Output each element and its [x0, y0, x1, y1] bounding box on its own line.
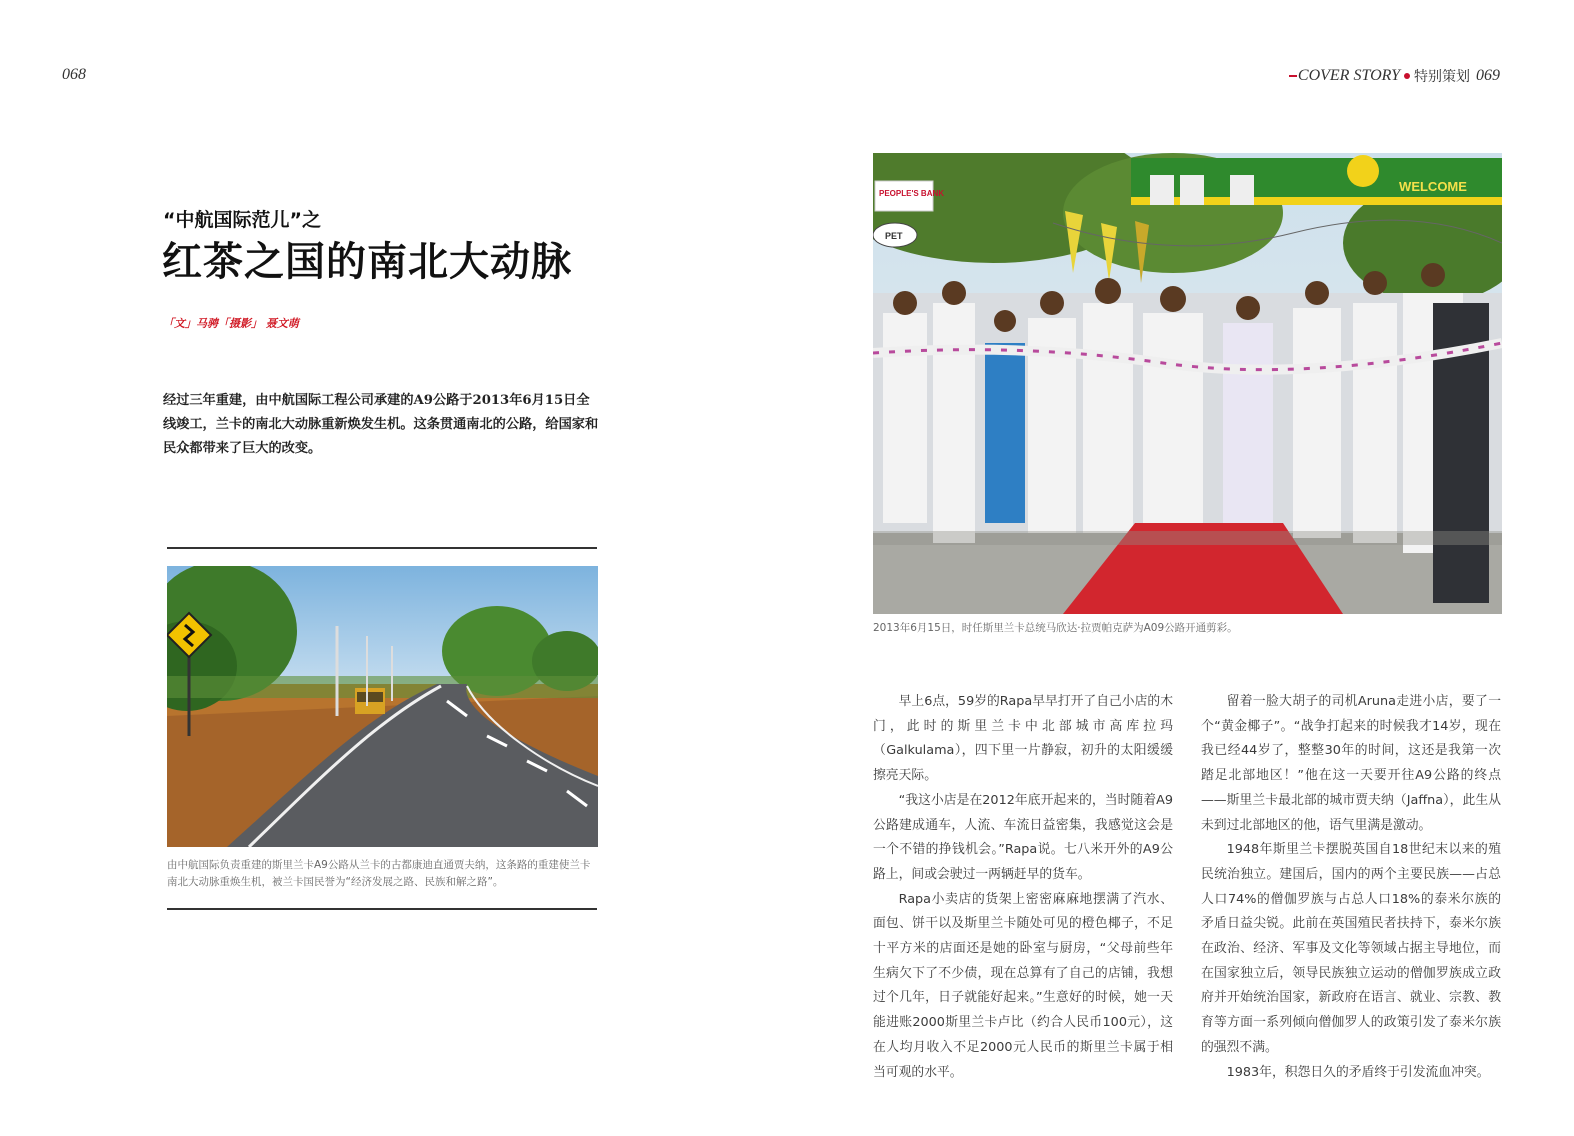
body-column-2	[1201, 690, 1501, 1085]
body-paragraph: 留着一脸大胡子的司机Aruna走进小店，要了一个“黄金椰子”。“战争打起来的时候我才14岁，现在我已经44岁了，整整30年的时间，这还是我第一次踏足北部地区！”他在这一天要开往A9公路的终点——斯里兰卡最北部的城市贾夫纳（Jaffna），此生从未到过北部地区的他，语气里满是激动。	[1201, 694, 1501, 833]
road-photo-caption: 由中航国际负责重建的斯里兰卡A9公路从兰卡的古都康迪直通贾夫纳，这条路的重建使兰卡南北大动脉重焕生机，被兰卡国民誉为“经济发展之路、民族和解之路”。	[167, 859, 591, 888]
bank-sign-text: PEOPLE'S BANK	[879, 189, 945, 198]
article-byline: 「文」马骋「摄影」 聂文萌	[163, 317, 299, 330]
road-photo-illustration	[167, 566, 598, 847]
running-header	[1289, 66, 1500, 86]
ceremony-photo	[873, 153, 1502, 614]
article-kicker: “中航国际范儿”之	[163, 209, 321, 231]
body-column-1	[873, 690, 1173, 1085]
section-en: COVER STORY	[1297, 67, 1400, 84]
body-paragraph: 1983年，积怨日久的矛盾终于引发流血冲突。	[1226, 1064, 1490, 1080]
body-paragraph: 1948年斯里兰卡摆脱英国自18世纪末以来的殖民统治独立。建国后，国内的两个主要民族——占总人口74%的僧伽罗族与占总人口18%的泰米尔族的矛盾日益尖锐。此前在英国殖民者扶持下，泰米尔族在政治、经济、军事及文化等领域占据主导地位，而在国家独立后，领导民族独立运动的僧伽罗族成立政府并开始统治国家，新政府在语言、就业、宗教、教育等方面一系列倾向僧伽罗人的政策引发了泰米尔族的强烈不满。	[1201, 842, 1501, 1055]
bottom-rule	[167, 908, 597, 910]
banner-welcome-text: WELCOME	[1399, 179, 1467, 194]
right-page-number: 069	[1476, 67, 1500, 84]
article-lead: 经过三年重建，由中航国际工程公司承建的A9公路于2013年6月15日全线竣工，兰卡的南北大动脉重新焕发生机。这条贯通南北的公路，给国家和民众都带来了巨大的改变。	[163, 393, 599, 456]
ceremony-photo-caption: 2013年6月15日，时任斯里兰卡总统马欣达·拉贾帕克萨为A09公路开通剪彩。	[873, 622, 1238, 634]
body-paragraph: 早上6点，59岁的Rapa早早打开了自己小店的木门，此时的斯里兰卡中北部城市高库拉玛（Galkulama），四下里一片静寂，初升的太阳缓缓擦亮天际。	[873, 694, 1173, 784]
road-photo	[167, 566, 598, 847]
header-accent-dash	[1289, 75, 1297, 77]
body-paragraph: “我这小店是在2012年底开起来的，当时随着A9公路建成通车，人流、车流日益密集，我感觉这会是一个不错的挣钱机会。”Rapa说。七八米开外的A9公路上，间或会驶过一两辆赶早的货车。	[873, 792, 1173, 882]
top-rule	[167, 547, 597, 549]
section-cn: 特别策划	[1414, 69, 1470, 85]
article-title: 红茶之国的南北大动脉	[162, 239, 572, 285]
left-page-number: 068	[62, 66, 86, 83]
body-paragraph: Rapa小卖店的货架上密密麻麻地摆满了汽水、面包、饼干以及斯里兰卡随处可见的橙色椰子，不足十平方米的店面还是她的卧室与厨房，“父母前些年生病欠下了不少债，现在总算有了自己的店铺，我想过个几年，日子就能好起来。”生意好的时候，她一天能进账2000斯里兰卡卢比（约合人民币100元），这在人均月收入不足2000元人民币的斯里兰卡属于相当可观的水平。	[873, 891, 1173, 1080]
header-accent-dot	[1404, 73, 1410, 79]
pet-sign-text: PET	[885, 231, 903, 241]
ceremony-photo-illustration	[873, 153, 1502, 614]
